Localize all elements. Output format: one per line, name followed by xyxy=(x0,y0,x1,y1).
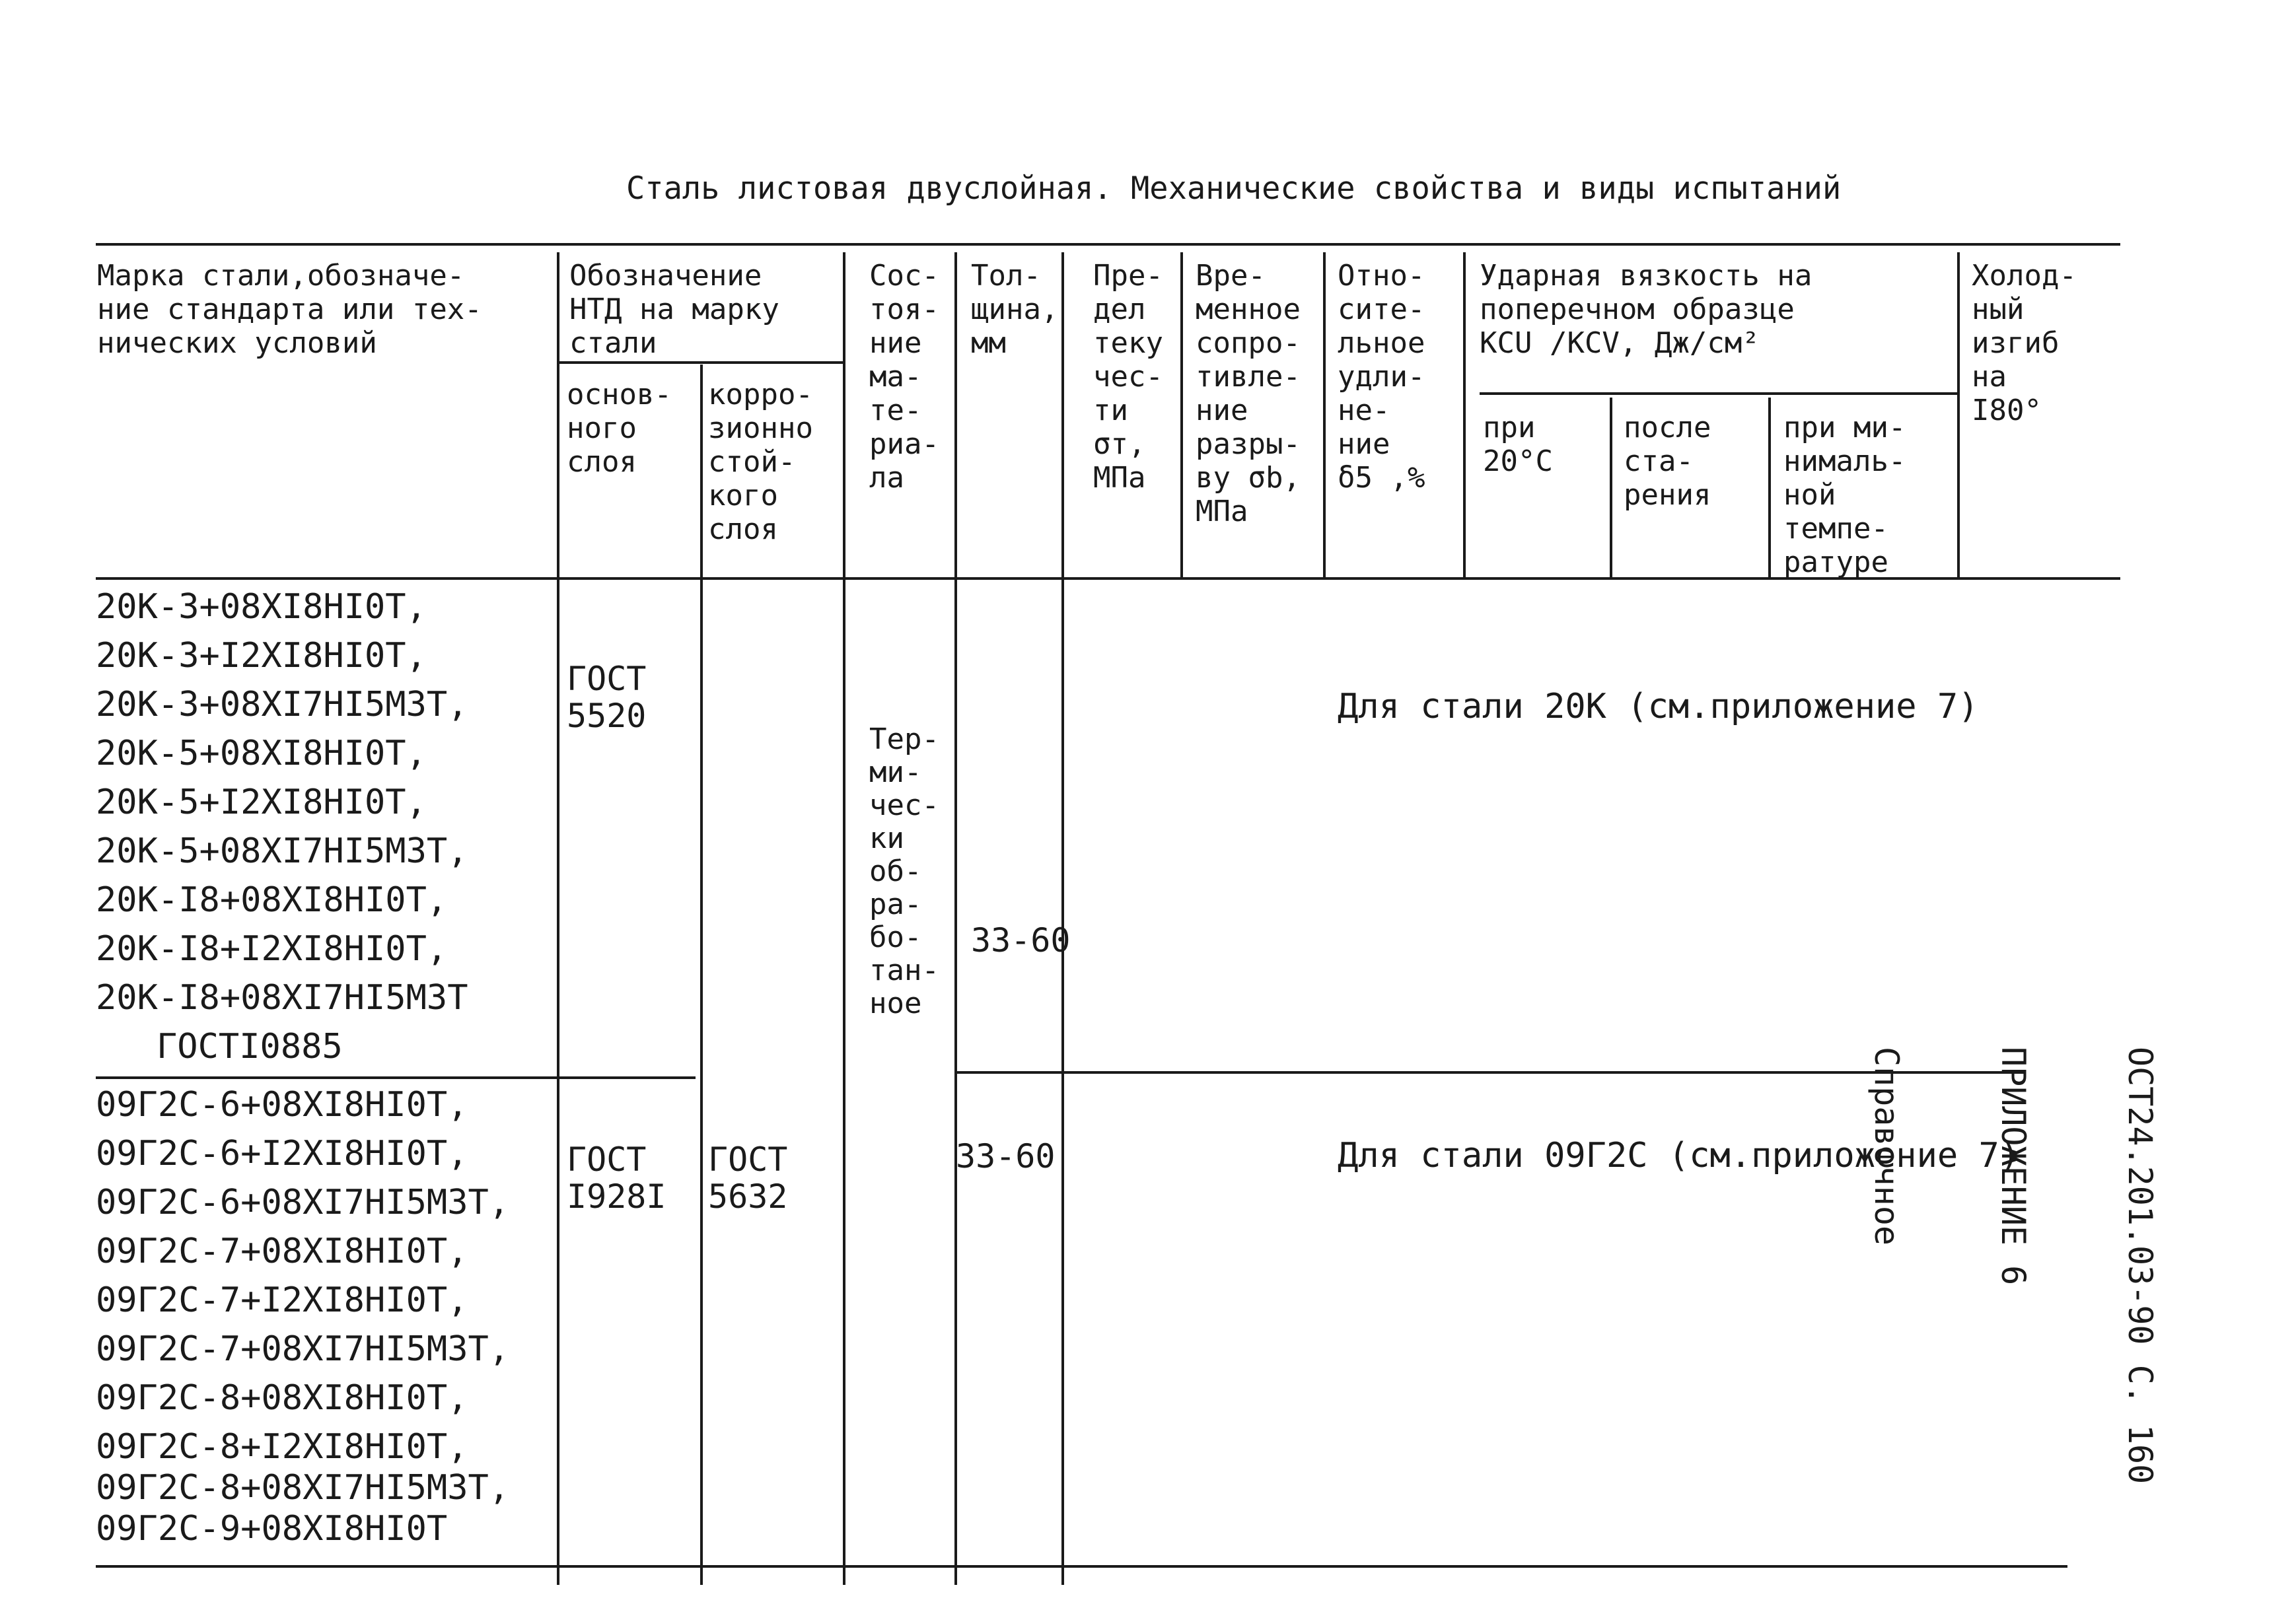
list-item: 20К-3+08ХI8НI0Т, xyxy=(96,587,427,627)
header-ntd-clad: корро- зионно стой- кого слоя xyxy=(708,378,813,546)
list-item: 09Г2С-8+08ХI8НI0Т, xyxy=(96,1378,468,1418)
list-item: 09Г2С-6+08ХI8НI0Т, xyxy=(96,1085,468,1125)
header-cold-bend: Холод- ный изгиб на I80° xyxy=(1972,259,2077,427)
list-item: 09Г2С-8+I2ХI8НI0Т, xyxy=(96,1427,468,1467)
list-item: 20К-5+08ХI8НI0Т, xyxy=(96,734,427,773)
list-item: 09Г2С-9+08ХI8НI0Т xyxy=(96,1509,448,1549)
header-impact-aged: после ста- рения xyxy=(1624,411,1711,512)
header-state: Сос- тоя- ние ма- те- риа- ла xyxy=(869,259,939,495)
group2-base-standard: ГОСТ I928I xyxy=(567,1140,666,1216)
list-item: 09Г2С-7+08ХI8НI0Т, xyxy=(96,1232,468,1271)
header-thickness: Тол- щина, мм xyxy=(971,259,1059,360)
header-grade: Марка стали,обозначе- ние стандарта или тех- нических условий xyxy=(97,259,482,360)
group2-note: Для стали 09Г2С (см.приложение 7) xyxy=(1338,1136,2021,1175)
header-ntd-base: основ- ного слоя xyxy=(567,378,672,479)
list-item: 20К-3+08ХI7НI5М3Т, xyxy=(96,685,468,724)
col-line-6 xyxy=(1180,252,1183,577)
group2-thickness: 33-60 xyxy=(956,1137,1056,1175)
header-elongation: Отно- сите- льное удли- не- ние δ5 ,% xyxy=(1338,259,1425,495)
group2-grades-tail xyxy=(96,1426,509,1549)
group2-grades xyxy=(96,1080,509,1422)
list-item: 09Г2С-7+I2ХI8НI0Т, xyxy=(96,1280,468,1320)
col-line-5 xyxy=(1061,252,1064,1585)
list-item: 20К-5+I2ХI8НI0Т, xyxy=(96,783,427,822)
header-impact-20c: при 20°С xyxy=(1483,411,1553,478)
col-line-8 xyxy=(1463,252,1466,577)
header-impact: Ударная вязкость на поперечном образце КСU /KCV, Дж/см² xyxy=(1480,259,1812,360)
header-yield: Пре- дел теку чес- ти σт, МПа xyxy=(1093,259,1163,495)
table-title: Сталь листовая двуслойная. Механические свойства и виды испытаний xyxy=(626,170,1842,207)
grade-standard: ГОСТI0885 xyxy=(157,1027,343,1067)
list-item: 20К-I8+08ХI7НI5М3Т xyxy=(96,978,468,1018)
list-item: 20К-3+I2ХI8НI0Т, xyxy=(96,636,427,676)
col-line-11 xyxy=(1957,252,1960,577)
list-item: 09Г2С-6+I2ХI8НI0Т, xyxy=(96,1134,468,1173)
col-line-7 xyxy=(1323,252,1326,577)
list-item: 20К-5+08ХI7НI5М3Т, xyxy=(96,831,468,871)
appendix-kind: Справочное xyxy=(1867,1047,1906,1246)
clad-standard: ГОСТ 5632 xyxy=(708,1140,788,1216)
header-tensile: Вре- менное сопро- тивле- ние разры- ву σb, МПа xyxy=(1196,259,1301,528)
rule-group-sep-left xyxy=(96,1076,696,1079)
group1-thickness: 33-60 xyxy=(971,921,1071,960)
appendix-label: ПРИЛОЖЕНИЕ 6 xyxy=(1994,1047,2032,1286)
group1-note: Для стали 20К (см.приложение 7) xyxy=(1338,687,1979,726)
header-impact-min-temp: при ми- нималь- ной темпе- ратуре xyxy=(1783,411,1906,579)
col-line-2 xyxy=(700,365,703,1585)
group1-grades xyxy=(96,582,468,1071)
list-item: 09Г2С-6+08ХI7НI5М3Т, xyxy=(96,1183,510,1222)
col-line-4 xyxy=(954,252,957,1585)
rule-impact-sub xyxy=(1480,392,1958,395)
list-item: 09Г2С-8+08ХI7НI5М3Т, xyxy=(96,1468,510,1508)
rule-top xyxy=(96,243,2120,246)
document-code: ОСТ24.201.03-90 С. 160 xyxy=(2121,1047,2159,1485)
state-value: Тер- ми- чес- ки об- ра- бо- тан- ное xyxy=(869,722,939,1020)
header-ntd: Обозначение НТД на марку стали xyxy=(569,259,779,360)
list-item: 20К-I8+08ХI8НI0Т, xyxy=(96,880,448,920)
list-item: 09Г2С-7+08ХI7НI5М3Т, xyxy=(96,1329,510,1369)
rule-ntd-sub xyxy=(557,361,843,364)
col-line-1 xyxy=(557,252,559,1585)
list-item: 20К-I8+I2ХI8НI0Т, xyxy=(96,929,448,969)
col-line-9 xyxy=(1610,398,1612,577)
group1-base-standard: ГОСТ 5520 xyxy=(567,660,647,735)
col-line-10 xyxy=(1768,398,1771,577)
side-header xyxy=(1823,1047,2246,1484)
rule-bottom xyxy=(96,1565,2067,1568)
col-line-3 xyxy=(843,252,845,1585)
